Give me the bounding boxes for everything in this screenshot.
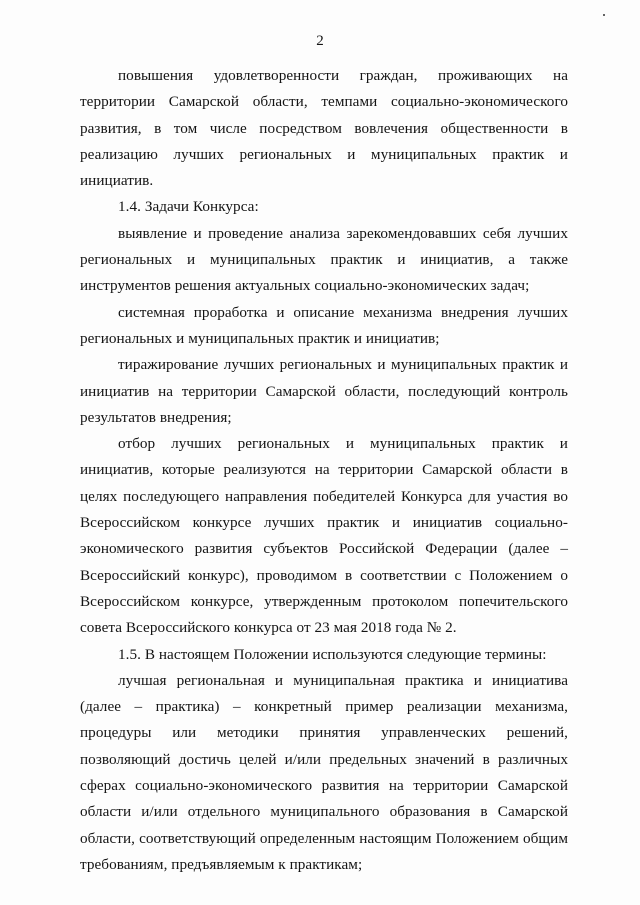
section-heading-tasks: 1.4. Задачи Конкурса: [118,198,259,216]
paragraph-term-best-practice: лучшая региональная и муниципальная практика и инициатива (далее – практика) – конкретный пример реализации механизма, процедуры или методики принятия управленческих решений, позволяющий достичь целей и/или предельных значений в различных сферах социально-экономического развития на территории Самарской области и/или отдельного муниципального образования в Самарской области, соответствующий определенным настоящим Положением общим требованиям, предъявляемым к практикам; [80,671,568,873]
paragraph-task-replication: тиражирование лучших региональных и муниципальных практик и инициатив на территории Самарской области, последующий контроль результатов внедрения; [80,356,568,426]
paragraph-task-selection: отбор лучших региональных и муниципальных практик и инициатив, которые реализуются на территории Самарской области в целях последующего направления победителей Конкурса для участия во Всероссийском конкурсе лучших практик и инициатив социально-экономического развития субъектов Российской Федерации (далее – Всероссийский конкурс), проводимом в соответствии с Положением о Всероссийском конкурсе, утвержденным протоколом попечительского совета Всероссийского конкурса от 23 мая 2018 года № 2. [80,435,568,637]
scan-speck [603,14,605,16]
section-heading-terms: 1.5. В настоящем Положении используются следующие термины: [118,645,547,663]
page-number: 2 [316,33,324,49]
paragraph-task-elaboration: системная проработка и описание механизма внедрения лучших региональных и муниципальных практик и инициатив; [80,303,568,347]
paragraph-goal-continuation: повышения удовлетворенности граждан, проживающих на территории Самарской области, темпами социально-экономического развития, в том числе посредством вовлечения общественности в реализацию лучших региональных и муниципальных практик и инициатив. [80,67,568,190]
paragraph-task-identification: выявление и проведение анализа зарекомендовавших себя лучших региональных и муниципальных практик и инициатив, а также инструментов решения актуальных социально-экономических задач; [80,224,568,295]
document-body [80,63,568,878]
